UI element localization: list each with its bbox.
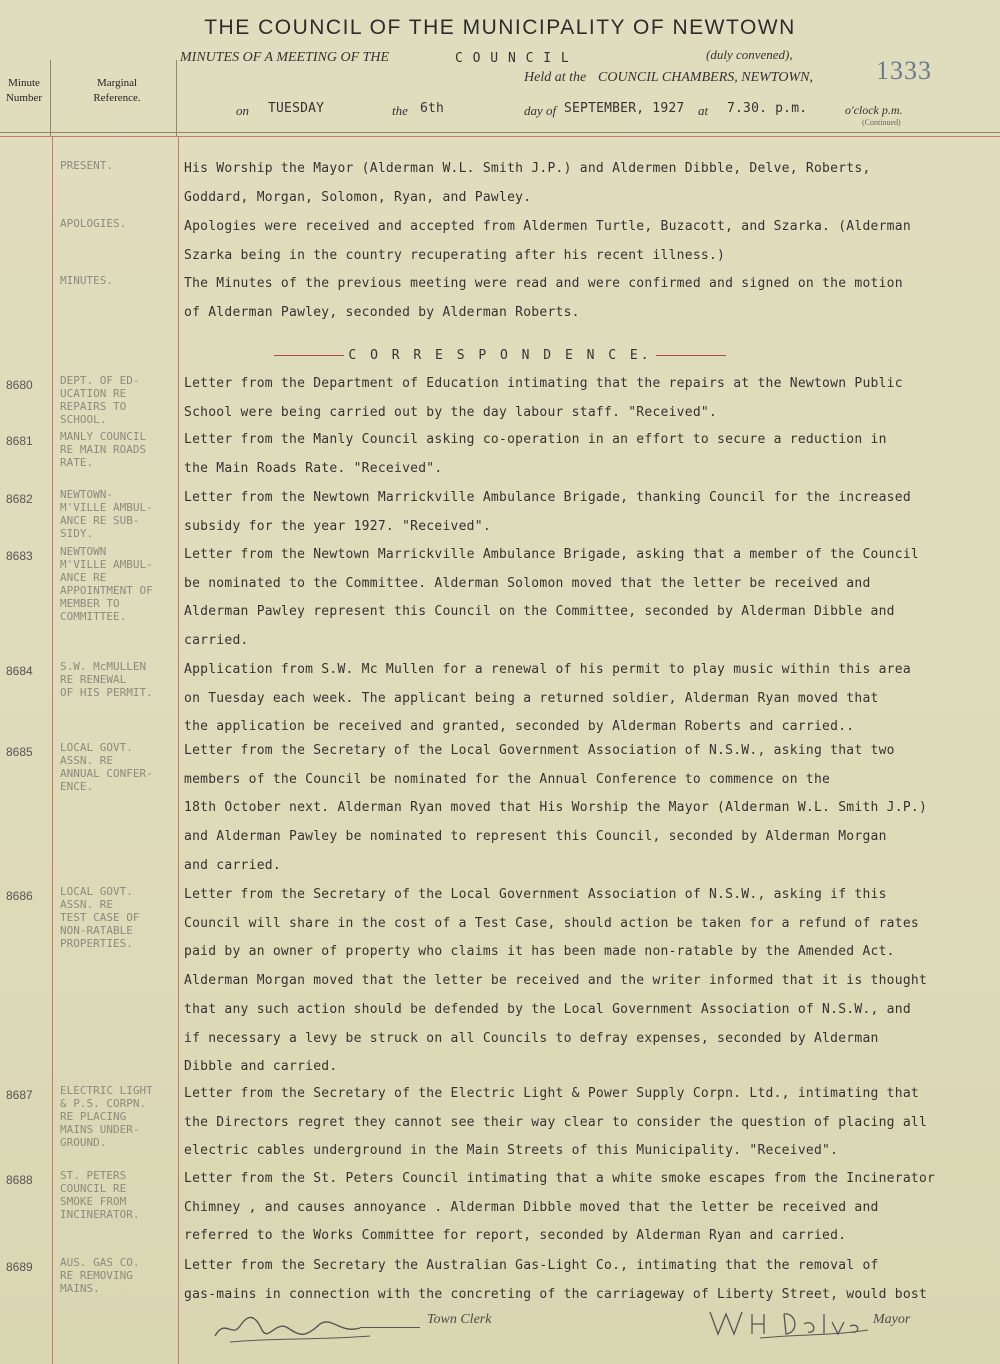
marginal-reference: LOCAL GOVT. ASSN. RE ANNUAL CONFER- ENCE. bbox=[60, 741, 153, 793]
minute-number: 8680 bbox=[6, 378, 33, 392]
minute-text-line: Apologies were received and accepted from Aldermen Turtle, Buzacott, and Szarka. (Alderman bbox=[184, 219, 911, 234]
continued-label: (Continued) bbox=[862, 118, 901, 127]
correspondence-heading-text: C O R R E S P O N D E N C E. bbox=[348, 348, 652, 363]
held-at-venue: COUNCIL CHAMBERS, NEWTOWN, bbox=[598, 70, 813, 85]
header-col-rule-1 bbox=[50, 60, 51, 136]
minute-text-line: Letter from the Secretary of the Local Government Association of N.S.W., asking that two bbox=[184, 743, 895, 758]
minute-number: 8687 bbox=[6, 1088, 33, 1102]
minute-text-line: and carried. bbox=[184, 857, 281, 873]
minute-text-line: if necessary a levy be struck on all Councils to defray expenses, seconded by Alderman bbox=[184, 1030, 879, 1046]
minute-text-line: Letter from the Manly Council asking co-operation in an effort to secure a reduction in bbox=[184, 432, 887, 447]
minute-text-line: The Minutes of the previous meeting were read and were confirmed and signed on the motion bbox=[184, 276, 903, 291]
minute-text-line: carried. bbox=[184, 633, 249, 649]
town-clerk-signature bbox=[210, 1308, 380, 1348]
marginal-reference: APOLOGIES. bbox=[60, 217, 127, 230]
at-label: at bbox=[698, 103, 709, 118]
minute-number: 8684 bbox=[6, 664, 33, 678]
minute-text-line: Council will share in the cost of a Test Case, should action be taken for a refund of rates bbox=[184, 915, 919, 931]
minute-text-line: the application be received and granted, seconded by Alderman Roberts and carried.. bbox=[184, 719, 855, 735]
marginal-reference: NEWTOWN M'VILLE AMBUL- ANCE RE APPOINTMENT OF MEMBER TO COMMITTEE. bbox=[60, 545, 153, 623]
minute-text-line: Letter from the Newtown Marrickville Ambulance Brigade, thanking Council for the increased bbox=[184, 490, 911, 505]
heading-dash-right bbox=[656, 355, 726, 356]
minute-number: 8689 bbox=[6, 1260, 33, 1274]
meeting-type: C O U N C I L bbox=[455, 51, 570, 66]
minute-text-line: His Worship the Mayor (Alderman W.L. Smith J.P.) and Aldermen Dibble, Delve, Roberts, bbox=[184, 161, 871, 176]
marginal-reference: MINUTES. bbox=[60, 274, 113, 287]
correspondence-heading bbox=[0, 348, 1000, 363]
page-number: 1333 bbox=[876, 56, 932, 85]
meeting-day: 6th bbox=[420, 101, 445, 116]
minute-text-line: referred to the Works Committee for report, seconded by Alderman Ryan and carried. bbox=[184, 1228, 847, 1244]
mayor-signature bbox=[700, 1304, 870, 1344]
meeting-month-year: SEPTEMBER, 1927 bbox=[564, 101, 685, 116]
minute-text-line: Alderman Pawley represent this Council on the Committee, seconded by Alderman Dibble and bbox=[184, 604, 895, 620]
minute-number: 8683 bbox=[6, 549, 33, 563]
minute-text-line: Letter from the Newtown Marrickville Ambulance Brigade, asking that a member of the Council bbox=[184, 547, 919, 562]
minute-text-line: and Alderman Pawley be nominated to represent this Council, seconded by Alderman Morgan bbox=[184, 829, 887, 845]
marginal-reference: PRESENT. bbox=[60, 159, 113, 172]
marginal-reference: S.W. McMULLEN RE RENEWAL OF HIS PERMIT. bbox=[60, 660, 153, 699]
oclock-label: o'clock p.m. bbox=[845, 103, 903, 117]
minute-text-line: Goddard, Morgan, Solomon, Ryan, and Pawley. bbox=[184, 189, 532, 205]
town-clerk-label: Town Clerk bbox=[427, 1312, 492, 1327]
minute-text-line: gas-mains in connection with the concreting of the carriageway of Liberty Street, would bost bbox=[184, 1286, 928, 1302]
minutes-of-label: MINUTES OF A MEETING OF THE bbox=[180, 50, 390, 65]
minute-text-line: Letter from the Secretary of the Local Government Association of N.S.W., asking if this bbox=[184, 887, 887, 902]
minute-text-line: that any such action should be defended by the Local Government Association of N.S.W., and bbox=[184, 1001, 911, 1017]
council-title: THE COUNCIL OF THE MUNICIPALITY OF NEWTOWN bbox=[204, 16, 796, 39]
minute-text-line: the Main Roads Rate. "Received". bbox=[184, 460, 443, 476]
minute-text-line: School were being carried out by the day labour staff. "Received". bbox=[184, 404, 718, 420]
minute-number: 8685 bbox=[6, 745, 33, 759]
marginal-reference: AUS. GAS CO. RE REMOVING MAINS. bbox=[60, 1256, 140, 1295]
meeting-time: 7.30. p.m. bbox=[727, 101, 808, 116]
minute-text-line: Letter from the Secretary the Australian Gas-Light Co., intimating that the removal of bbox=[184, 1258, 879, 1273]
minute-number: 8688 bbox=[6, 1173, 33, 1187]
header-rule-red bbox=[0, 136, 1000, 137]
minute-number: 8682 bbox=[6, 492, 33, 506]
minute-text-line: 18th October next. Alderman Ryan moved that His Worship the Mayor (Alderman W.L. Smith J.P.) bbox=[184, 800, 928, 816]
minute-text-line: of Alderman Pawley, seconded by Alderman Roberts. bbox=[184, 304, 580, 320]
minute-number: 8686 bbox=[6, 889, 33, 903]
minute-text-line: members of the Council be nominated for the Annual Conference to commence on the bbox=[184, 771, 831, 787]
marginal-reference: LOCAL GOVT. ASSN. RE TEST CASE OF NON-RATABLE PROPERTIES. bbox=[60, 885, 140, 950]
day-of-label: day of bbox=[524, 103, 557, 118]
header-col-rule-2 bbox=[176, 60, 177, 136]
minute-text-line: subsidy for the year 1927. "Received". bbox=[184, 518, 491, 534]
marginal-reference: ST. PETERS COUNCIL RE SMOKE FROM INCINERATOR. bbox=[60, 1169, 140, 1221]
minute-text-line: Letter from the St. Peters Council intimating that a white smoke escapes from the Incinerator bbox=[184, 1171, 936, 1186]
minute-text-line: Chimney , and causes annoyance . Alderman Dibble moved that the letter be received and bbox=[184, 1199, 879, 1215]
marginal-reference: DEPT. OF ED- UCATION RE REPAIRS TO SCHOOL. bbox=[60, 374, 140, 426]
minute-text-line: paid by an owner of property who claims it has been made non-ratable by the Amended Act. bbox=[184, 944, 895, 960]
convened-label: (duly convened), bbox=[706, 47, 793, 62]
minute-text-line: Szarka being in the country recuperating after his recent illness.) bbox=[184, 247, 726, 263]
minute-text-line: on Tuesday each week. The applicant being a returned soldier, Alderman Ryan moved that bbox=[184, 690, 879, 706]
col-marginal-reference: Marginal Reference. bbox=[93, 77, 141, 104]
minute-text-line: be nominated to the Committee. Alderman Solomon moved that the letter be received and bbox=[184, 575, 871, 591]
minute-text-line: Letter from the Department of Education intimating that the repairs at the Newtown Public bbox=[184, 376, 903, 391]
heading-dash-left bbox=[274, 355, 344, 356]
minute-col-rule bbox=[52, 136, 53, 1364]
on-label: on bbox=[236, 103, 249, 118]
minute-number: 8681 bbox=[6, 434, 33, 448]
minute-text-line: electric cables underground in the Main Streets of this Municipality. "Received". bbox=[184, 1143, 839, 1159]
marginal-reference: ELECTRIC LIGHT & P.S. CORPN. RE PLACING MAINS UNDER- GROUND. bbox=[60, 1084, 153, 1149]
header-rule bbox=[0, 132, 1000, 133]
marginal-reference: MANLY COUNCIL RE MAIN ROADS RATE. bbox=[60, 430, 147, 469]
col-minute-number: Minute Number bbox=[5, 77, 43, 104]
meeting-weekday: TUESDAY bbox=[268, 101, 325, 116]
minute-text-line: Dibble and carried. bbox=[184, 1059, 338, 1075]
minute-text-line: the Directors regret they cannot see their way clear to consider the question of placing all bbox=[184, 1114, 928, 1130]
mayor-label: Mayor bbox=[873, 1312, 911, 1327]
minute-text-line: Alderman Morgan moved that the letter be received and the writer informed that it is thought bbox=[184, 973, 928, 989]
the-label: the bbox=[392, 103, 408, 118]
minute-text-line: Letter from the Secretary of the Electric Light & Power Supply Corpn. Ltd., intimating that bbox=[184, 1086, 919, 1101]
marginal-reference: NEWTOWN- M'VILLE AMBUL- ANCE RE SUB- SIDY. bbox=[60, 488, 153, 540]
town-clerk-line bbox=[360, 1327, 420, 1328]
minute-text-line: Application from S.W. Mc Mullen for a renewal of his permit to play music within this area bbox=[184, 662, 911, 677]
held-at-prefix: Held at the bbox=[524, 70, 587, 85]
